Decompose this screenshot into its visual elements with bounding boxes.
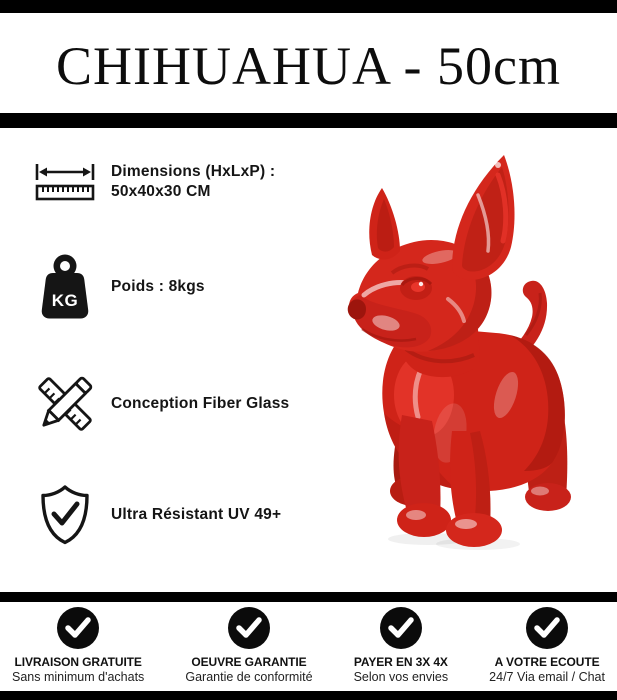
spec-dimensions-line1: Dimensions (HxLxP) : [111, 162, 276, 180]
spec-uv-resistance [33, 484, 281, 546]
check-circle-icon [227, 606, 271, 650]
benefit-subtitle: Selon vos envies [353, 670, 449, 684]
header-divider-bar [0, 113, 617, 128]
weight-kg-icon [33, 254, 97, 320]
spec-dimensions [33, 160, 275, 204]
spec-label [111, 505, 281, 525]
spec-material [33, 372, 289, 436]
benefit-guarantee [185, 602, 312, 691]
benefit-shipping [12, 602, 144, 691]
chihuahua-statue-illustration [328, 133, 573, 553]
spec-label [111, 162, 275, 202]
spec-material-line1: Conception Fiber Glass [111, 394, 290, 412]
benefit-subtitle: Garantie de conformité [185, 670, 313, 684]
top-border-bar [0, 0, 617, 13]
spec-label [111, 394, 289, 414]
product-title: CHIHUAHUA - 50cm [56, 36, 561, 96]
check-circle-icon [379, 606, 423, 650]
product-photo [328, 133, 573, 553]
pencil-ruler-icon [33, 372, 97, 436]
bottom-border-bar [0, 691, 617, 700]
benefit-title: A VOTRE ECOUTE [494, 655, 600, 669]
benefit-title: LIVRAISON GRATUITE [14, 655, 142, 669]
spec-uv-line1: Ultra Résistant UV 49+ [111, 505, 282, 523]
spec-dimensions-line2: 50x40x30 CM [111, 183, 211, 200]
check-circle-icon [56, 606, 100, 650]
shield-check-icon [33, 484, 97, 546]
header-band [0, 13, 617, 113]
benefit-title: OEUVRE GARANTIE [191, 655, 307, 669]
benefit-subtitle: Sans minimum d'achats [12, 670, 145, 684]
kg-icon-label: KG [51, 291, 79, 310]
footer-divider-bar [0, 592, 617, 602]
benefit-title: PAYER EN 3X 4X [353, 655, 448, 669]
benefit-support [489, 602, 605, 691]
spec-label [111, 277, 205, 297]
spec-weight-line1: Poids : 8kgs [111, 277, 205, 295]
footer-benefits [0, 602, 617, 691]
spec-weight [33, 254, 205, 320]
dimensions-ruler-icon [33, 162, 97, 202]
benefit-payment [354, 602, 449, 691]
benefit-subtitle: 24/7 Via email / Chat [489, 670, 605, 684]
check-circle-icon [525, 606, 569, 650]
